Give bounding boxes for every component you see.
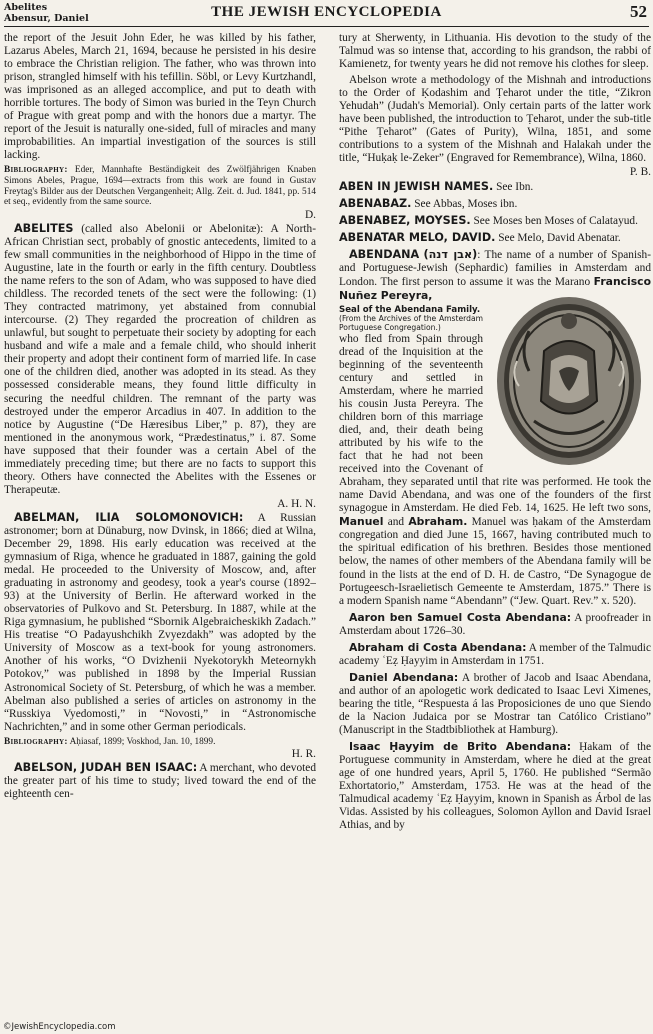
article-abendana <box>339 248 651 303</box>
headword: ABENDANA <box>349 247 420 261</box>
entry-name: Abraham di Costa Abendana: <box>349 640 527 654</box>
entry-text: A brother of Jacob and Isaac Abendana, and author of an apologetic work dedicated to Isaac Levi Ximenes, bearing the title, “Respuesta á las Proposiciones de uno que Siendo de la Nacion Judaica por se Mostrar tan Católico Cristiano” (Manuscript in the Stadtbibliothek at Hamburg). <box>339 671 651 737</box>
entry-name: Daniel Abendana: <box>349 670 459 684</box>
running-head-title: THE JEWISH ENCYCLOPEDIA <box>211 4 442 20</box>
person-name: Francisco Nuñez Pereyra, <box>339 274 651 302</box>
author-signature: H. R. <box>291 748 316 761</box>
author-signature: D. <box>304 208 316 221</box>
bibliography <box>4 165 316 207</box>
see-reference: See Moses ben Moses of Calatayud. <box>473 214 638 227</box>
headword: ABENABEZ, MOYSES. <box>339 213 471 227</box>
see-reference: See Melo, David Abenatar. <box>498 231 621 244</box>
cross-reference <box>339 214 651 228</box>
seal-image <box>489 291 649 471</box>
right-column <box>339 32 651 1008</box>
entry-name: Aaron ben Samuel Costa Abendana: <box>349 610 572 624</box>
headword: ABEN IN JEWISH NAMES. <box>339 179 494 193</box>
entry-text: Ḥakam of the Portuguese community in Amsterdam, where he died at the great age of one hundred years, April 5, 1760. He published “Sermão Exhortatorio,” Amsterdam, 1753. He was at the head of the Talmudical academy ʿEẓ Ḥayyim, known in Spanish as Árbol de las Vidas. Assisted by his colleagues, Solomon Ayllon and David Israel Athias, and by <box>339 741 651 832</box>
sub-entry <box>339 611 651 638</box>
seal-figure <box>489 291 651 471</box>
article-abelman <box>4 511 316 734</box>
entry-text: A proofreader in Amsterdam about 1726–30. <box>339 611 651 637</box>
entry-name: Isaac Ḥayyim de Brito Abendana: <box>349 740 572 754</box>
page-number: 52 <box>630 2 647 21</box>
sub-entry <box>339 740 651 832</box>
article-text: A Russian astronomer; born at Dünaburg, now Dvinsk, in 1866; died at Wilna, December 29, 1898. His early education was received at the gymnasium of Riga, whence he graduated in 1887, gaining the gold medal. He proceeded to the University of Moscow, and, after graduating in astronomy and geodesy, took a year's course (1892–93) at the University of Berlin. He afterward worked in the observatories of Pulkovo and St. Petersburg. In 1887, while at the Riga gymnasium, he published “Sbornik Algebraicheskikh Zadach.” His treatise “O Padayushchikh Zvyezdakh” was adopted by the University of Moscow as a text-book for young astronomers. Another of his works, “O Dvizhenii Nyekotorykh Meteornykh Potokov,” was published in 1898 by the Imperial Russian Astronomical Society of St. Petersburg, of which he was a member. Abelman also published a series of articles on astronomy in the “Russkiya Vyedomosti,” in “Novosti,” in “Astronomische Nachrichten,” and in some other German periodicals. <box>4 511 316 733</box>
cross-reference <box>339 197 651 211</box>
cross-reference <box>339 180 651 194</box>
bibliography <box>4 737 316 748</box>
article-text: : The name of a number of Spanish- and Portuguese-Jewish (Sephardic) families in Amsterdam and London. The first person to assume it was the Marano <box>339 248 651 288</box>
bibliography-text: Eder, Mannhafte Beständigkeit des Zwölfjährigen Knaben Simons Abeles, Prague, 1694—extracts from this work are found in Gustav Freytag's Bilder aus der Deutschen Vergangenheit; Allg. Zeit. d. Jud. 1841, pp. 514 et seq., evidently from the same source. <box>4 165 316 208</box>
paragraph: Abelson wrote a methodology of the Mishnah and introductions to the Order of Ḳodashim and Ṭeharot under the title, “Zikron Yehudah” (Judah's Memorial). Only certain parts of the latter work have been published, the introduction to Ṭeharot, under the sub-title “Pithe Ṭeharot” (Gates of Purity), Wilna, 1851, and some contributions to a system of the Mishnah and Halakah under the title, “Huḳaḳ le-Zeker” (Engraved for Remembrance), Wilna, 1860. <box>339 74 651 165</box>
headword: ABELITES <box>14 221 74 235</box>
sub-entry <box>339 671 651 737</box>
headword: ABENABAZ. <box>339 196 412 210</box>
headword: ABELSON, JUDAH BEN ISAAC: <box>14 761 198 775</box>
cross-reference <box>339 231 651 245</box>
person-name: Abraham. <box>408 515 468 529</box>
copyright-footer: ©JewishEncyclopedia.com <box>3 1022 116 1032</box>
see-reference: See Ibn. <box>496 180 534 193</box>
guide-word-first: Abelites <box>4 2 48 13</box>
author-signature: P. B. <box>629 166 651 179</box>
page-header <box>4 2 649 26</box>
see-reference: See Abbas, Moses ibn. <box>414 197 518 210</box>
hebrew-name: (אבן דנה) <box>423 247 478 261</box>
headword: ABENATAR MELO, DAVID. <box>339 230 496 244</box>
article-text: Manuel was ḥakam of the Amsterdam congregation and died June 15, 1667, having contributed much to the spiritual edification of his brethren. Besides those mentioned below, the names of other members of the Abendana family will be found in the lists at the end of D. H. de Castro, “De Synagogue de Portugeesch-Israelietisch Gemeente te Amsterdam, 1875.” There is a modern Spanish name “Abendann” (“Jew. Quart. Rev.” x. 520). <box>339 516 651 607</box>
bibliography-label: Bibliography: <box>4 736 68 747</box>
guide-word-last: Abensur, Daniel <box>4 13 89 24</box>
header-rule <box>4 26 649 27</box>
article-abelson <box>4 761 316 801</box>
continued-paragraph: the report of the Jesuit John Eder, he was killed by his father, Lazarus Abeles, March 21, 1694, because he persisted in his desire to embrace the Christian religion. The father, who was thrown into prison, strangled himself with his tefillin. Söbl, or Levy Kurtzhandl, was imprisoned as an alleged accomplice, and put to death with horrible tortures. The body of Simon was buried in the Teyn Church of Prague with great pomp and with the honors due a martyr. The report of the Jesuit is naturally one-sided, full of miracles and many improbabilities. An impartial investigation of the sources is still lacking. <box>4 32 316 162</box>
author-signature: A. H. N. <box>277 497 316 510</box>
sub-entry <box>339 641 651 668</box>
continued-paragraph: tury at Sherwenty, in Lithuania. His devotion to the study of the Talmud was so intense that, according to his grandson, the rabbi of Kamienetz, for twenty years he did not remove his clothes for sleep. <box>339 32 651 71</box>
figure-credit: (From the Archives of the Amsterdam Portuguese Congregation.) <box>339 314 483 333</box>
bibliography-text: Aḥiasaf, 1899; Voskhod, Jan. 10, 1899. <box>69 736 216 747</box>
conjunction: and <box>387 516 405 529</box>
left-column <box>4 32 316 1008</box>
article-text: who fled from Spain through dread of the Inquisition at the beginning of the seventeenth century and settled in Amsterdam, where he married his cousin Justa Pereyra. The children born of this marriage died, and, their death being attributed by his wife to the fact that he had not been received into the Covenant of Abraham, they separated until that rite was performed. He took the name David Abendana, and was one of the founders of the first synagogue in Amsterdam. He died Feb. 14, 1625. He left two sons, <box>339 332 651 515</box>
article-text: (called also Abelonii or Abelonitæ): A North-African Christian sect, probably of gnostic antecedents, limited to a few small communities in the neighborhood of Hippo in the time of Augustine, late in the fourth or early in the fifth century. Doubtless the name refers to the son of Adam, who was supposed to have died childless. The recorded tenets of the sect were the following: (1) They contracted matrimony, yet abstained from connubial intercourse. (2) They regarded the procreation of children as unlawful, but sought to perpetuate their society by adopting for each husband and wife a male and a female child, who should inherit their property and adopt their continent form of married life. In case one of the children died, another was adopted in its stead. As they possessed considerable means, they found little difficulty in securing the needful children. The remnant of the party was destroyed under the emperor Arcadius in 407. In addition to the notice by Augustine (“De Hæresibus Liber,” p. 87), they are mentioned in the anonymous work, “Prædestinatus,” i. 87. Some have supposed that their founder was a certain Abel of the immediately preceding time; but there are no facts to support this theory. Others have connected the Abelites with the Essenes or Therapeutæ. <box>4 222 316 496</box>
article-abelites <box>4 222 316 497</box>
bibliography-label: Bibliography: <box>4 165 68 176</box>
entry-text: A member of the Talmudic academy ʿEẓ Ḥayyim in Amsterdam in 1751. <box>339 641 651 667</box>
headword: ABELMAN, ILIA SOLOMONOVICH: <box>14 510 244 524</box>
figure-caption: Seal of the Abendana Family. <box>339 304 481 315</box>
article-text: A merchant, who devoted the greater part of his time to study; lived toward the end of the eighteenth cen- <box>4 762 316 801</box>
person-name: Manuel <box>339 515 384 529</box>
